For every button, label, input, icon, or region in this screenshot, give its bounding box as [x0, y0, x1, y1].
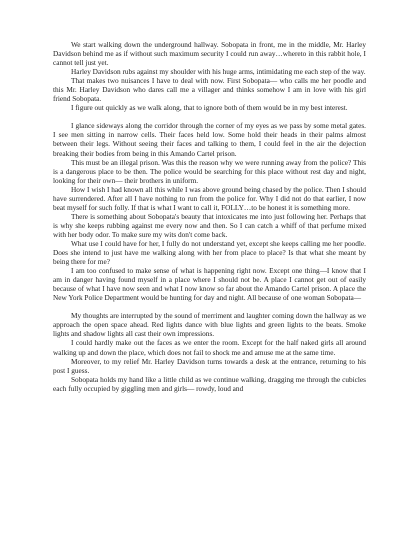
text-section-3 — [53, 311, 366, 392]
paragraph: I could hardly make out the faces as we enter the room. Except for the half naked girls all around walking up and down the place, which does not fail to shock me and amuse me at the same time. — [53, 338, 366, 357]
paragraph: I glance sideways along the corridor through the corner of my eyes as we pass by some metal gates. I see men sitting in narrow cells. Their faces held low. Some hold their heads in their palms almost between their legs. Without seeing their faces and talking to them, I could feel in the air the dejection breaking their bodies from being in this Amando Cartel prison. — [53, 121, 366, 158]
paragraph: I figure out quickly as we walk along, that to ignore both of them would be in my best interest. — [71, 103, 348, 113]
paragraph: There is something about Sobopata's beauty that intoxicates me into just following her. Perhaps that is why she keeps rubbing against me every now and then. So I can catch a whiff of that perfume mixed with her body odor. To make sure my wits don't come back. — [53, 211, 366, 239]
paragraph: How I wish I had known all this while I was above ground being chased by the police. Then I should have surrendered. After all I have nothing to run from the police for. Why I did not do that earlier, I now beat myself for such folly. If that is what I want to call it, FOLLY…to be honest it is something more. — [53, 184, 366, 212]
text-section-1 — [53, 40, 366, 112]
paragraph: This must be an illegal prison. Was this the reason why we were running away from the police? This is a dangerous place to be then. The police would be searching for this place without rest day and night, looking for their own— their brothers in uniform. — [53, 157, 366, 185]
section-break — [53, 302, 366, 311]
text-section-2 — [53, 121, 366, 302]
paragraph: I am too confused to make sense of what is happening right now. Except one thing—I know that I am in danger having found myself in a place where I should not be. A place I cannot get out of easily because of what I have now seen and what I now know so far about the Amando Cartel prison. A place the New York Police Department would be hunting for day and night. All because of one woman Sobopata— — [53, 266, 366, 303]
paragraph: Harley Davidson rubs against my shoulder with his huge arms, intimidating me each step of the way. — [71, 67, 366, 77]
paragraph: Sobopata holds my hand like a little child as we continue walking, dragging me through the cubicles each fully occupied by giggling men and girls— rowdy, loud and — [53, 374, 366, 393]
paragraph: What use I could have for her, I fully do not understand yet, except she keeps calling me her poodle. Does she intend to just have me walking along with her from place to place? Is that what she meant by being there for me? — [53, 238, 366, 267]
paragraph: Moreover, to my relief Mr. Harley Davidson turns towards a desk at the entrance, returning to his post I guess. — [53, 356, 366, 375]
paragraph: My thoughts are interrupted by the sound of merriment and laughter coming down the hallway as we approach the open space ahead. Red lights dance with blue lights and green lights to the beats. Smoke lights and shadow lights all cast their own impressions. — [53, 311, 366, 339]
paragraph: We start walking down the underground hallway. Sobopata in front, me in the middle, Mr. Harley Davidson behind me as if without such maximum security I could run away…whereto in this rabbit hole, I cannot tell just yet. — [53, 40, 366, 68]
paragraph: That makes two nuisances I have to deal with now. First Sobopata— who calls me her poodle and this Mr. Harley Davidson who dares call me a villager and thinks somehow I am in love with his girl friend Sobopata. — [53, 76, 366, 104]
section-break — [53, 112, 366, 121]
